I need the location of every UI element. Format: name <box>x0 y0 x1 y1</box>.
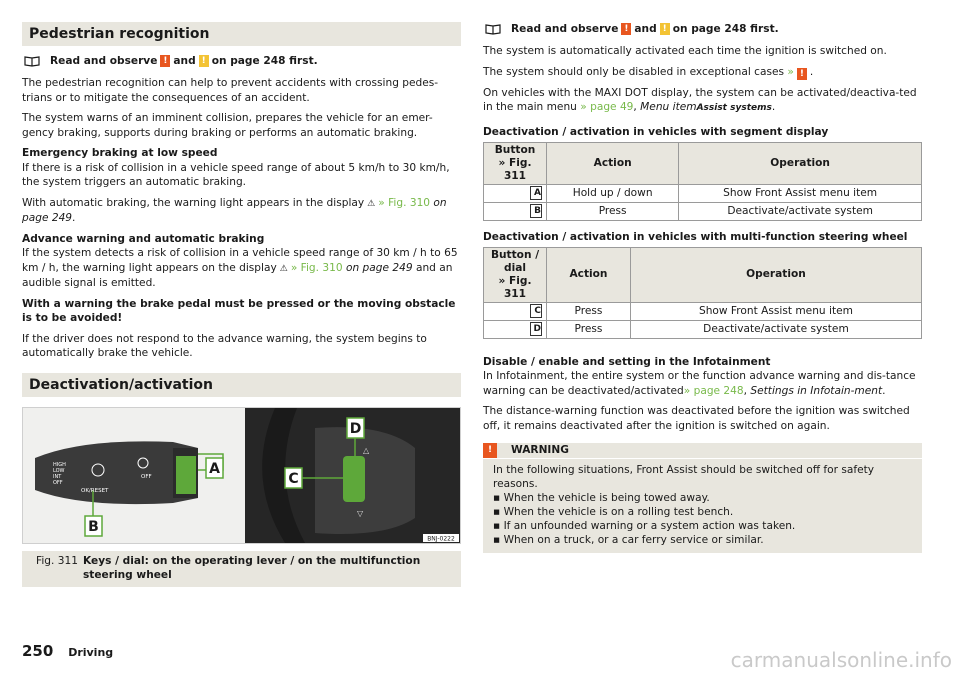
paragraph: In Infotainment, the entire system or the function advance warning and dis-tance warning can be deactivated/activated» page 248, Settings in Infotain-ment. <box>483 370 916 397</box>
warning-icon: ! <box>160 55 170 67</box>
page-footer <box>22 642 113 660</box>
caution-icon: ! <box>660 23 670 35</box>
steering-wheel-illustration <box>245 408 460 543</box>
warning-box <box>483 443 922 553</box>
lever-label-high: HIGH <box>53 461 66 468</box>
warning-icon: ! <box>621 23 631 35</box>
figure-label-a: A <box>209 460 220 477</box>
subheading: Disable / enable and setting in the Infotainment <box>483 355 771 368</box>
warning-icon: ! <box>483 443 497 458</box>
table-header: Action <box>547 142 679 184</box>
caption-text: Keys / dial: on the operating lever / on the multifunction steering wheel <box>83 554 421 581</box>
read-observe-mid: and <box>173 55 196 67</box>
table-segment-display <box>483 142 922 221</box>
paragraph: If there is a risk of collision in a vehicle speed range of about 5 km/h to 30 km/h, the system triggers an automatic braking. <box>22 161 450 188</box>
paragraph: The distance-warning function was deactivated before the ignition was switched off, it remains deactivated after the ignition is switched on again. <box>483 405 910 432</box>
page-number: 250 <box>22 642 54 660</box>
figure-label-d: D <box>349 420 362 437</box>
warning-link[interactable]: » <box>787 65 794 78</box>
lever-label-int: INT <box>53 473 62 480</box>
table-cell: Show Front Assist menu item <box>630 302 921 320</box>
read-observe-pre: Read and observe <box>50 55 158 67</box>
warning-intro: In the following situations, Front Assist should be switched off for safety reasons. <box>493 464 875 490</box>
warning-icon: ! <box>797 68 807 80</box>
fig-link[interactable]: » Fig. 310 <box>290 261 343 274</box>
paragraph: The system warns of an imminent collision, prepares the vehicle for an emer-gency braking, supports during braking or performs an automatic braking. <box>22 112 433 139</box>
warning-item: ▪ If an unfounded warning or a system action was taken. <box>493 520 796 532</box>
pedestrian-warning-icon: ⚠ <box>367 198 376 209</box>
paragraph: With automatic braking, the warning light appears in the display ⚠ » Fig. 310 on page 249. <box>22 196 447 224</box>
figure-code: BNJ-0222 <box>427 535 455 542</box>
table-header: Button / dial » Fig. 311 <box>484 247 547 302</box>
key-label: D <box>530 322 542 336</box>
table-row <box>484 320 922 338</box>
section-heading: Pedestrian recognition <box>22 22 461 46</box>
table-header: Operation <box>630 247 921 302</box>
caption-number: Fig. 311 <box>36 554 78 567</box>
table-row <box>484 184 922 202</box>
read-observe-note <box>22 54 461 68</box>
watermark: carmanualsonline.info <box>730 648 952 672</box>
right-column <box>483 22 922 553</box>
left-column <box>22 22 461 587</box>
footer-section: Driving <box>68 646 114 659</box>
subheading: Advance warning and automatic braking <box>22 232 265 245</box>
table-caption: Deactivation / activation in vehicles with segment display <box>483 125 829 138</box>
paragraph: If the system detects a risk of collision in a vehicle speed range of 30 km / h to 65 km / h, the warning light appears on the display ⚠ » Fig. 310 on page 249 and an audible signal is emitted. <box>22 247 458 289</box>
table-multifunction-wheel <box>483 247 922 339</box>
table-row <box>484 202 922 220</box>
figure-label-b: B <box>88 518 99 535</box>
table-header: Operation <box>679 142 922 184</box>
paragraph: On vehicles with the MAXI DOT display, the system can be activated/deactiva-ted in the main menu » page 49, Menu itemAssist systems. <box>483 86 917 113</box>
figure-311 <box>22 407 461 544</box>
key-label: B <box>530 204 542 218</box>
page-link[interactable]: » page 49 <box>580 101 634 113</box>
key-label: C <box>530 304 542 318</box>
table-cell: Press <box>547 202 679 220</box>
warning-body <box>483 459 922 547</box>
dial-down-glyph: ▽ <box>357 508 364 518</box>
paragraph-bold: With a warning the brake pedal must be pressed or the moving obstacle is to be avoided! <box>22 297 456 324</box>
page-link[interactable]: » page 248 <box>683 384 744 397</box>
warning-item: ▪ When on a truck, or a car ferry service or similar. <box>493 534 764 546</box>
table-header: Action <box>547 247 631 302</box>
dial-up-glyph: △ <box>363 445 370 455</box>
warning-item: ▪ When the vehicle is being towed away. <box>493 492 710 504</box>
book-icon <box>485 23 501 35</box>
lever-label-off-2: OFF <box>141 473 152 480</box>
paragraph: The system is automatically activated each time the ignition is switched on. <box>483 45 887 57</box>
table-cell: Deactivate/activate system <box>630 320 921 338</box>
warning-header <box>483 443 922 459</box>
table-caption: Deactivation / activation in vehicles with multi-function steering wheel <box>483 230 908 243</box>
warning-title: WARNING <box>511 444 569 456</box>
table-cell: Press <box>547 302 631 320</box>
section-heading: Deactivation/activation <box>22 373 461 397</box>
lever-label-ok-reset: OK/RESET <box>81 487 109 494</box>
table-cell: Show Front Assist menu item <box>679 184 922 202</box>
lever-label-low: LOW <box>53 467 65 474</box>
lever-label-off: OFF <box>53 479 63 486</box>
paragraph: The pedestrian recognition can help to prevent accidents with crossing pedes-trians or to mitigate the consequences of an accident. <box>22 77 439 104</box>
paragraph: The system should only be disabled in exceptional cases » ! . <box>483 65 814 79</box>
read-observe-post: on page 248 first. <box>211 55 318 67</box>
subheading: Emergency braking at low speed <box>22 147 218 159</box>
book-icon <box>24 55 40 67</box>
paragraph: If the driver does not respond to the advance warning, the system begins to automatically brake the vehicle. <box>22 332 427 359</box>
key-label: A <box>530 186 542 200</box>
read-observe-note: Read and observe ! and ! on page 248 first. <box>483 22 922 36</box>
fig-link[interactable]: » Fig. 310 <box>378 196 431 209</box>
warning-item: ▪ When the vehicle is on a rolling test bench. <box>493 506 734 518</box>
caution-icon: ! <box>199 55 209 67</box>
figure-label-c: C <box>288 470 299 487</box>
operating-lever-illustration <box>23 408 245 543</box>
table-row <box>484 302 922 320</box>
pedestrian-warning-icon: ⚠ <box>279 263 288 274</box>
figure-caption <box>22 551 461 587</box>
table-cell: Hold up / down <box>547 184 679 202</box>
table-header: Button » Fig. 311 <box>484 142 547 184</box>
table-cell: Press <box>547 320 631 338</box>
table-cell: Deactivate/activate system <box>679 202 922 220</box>
